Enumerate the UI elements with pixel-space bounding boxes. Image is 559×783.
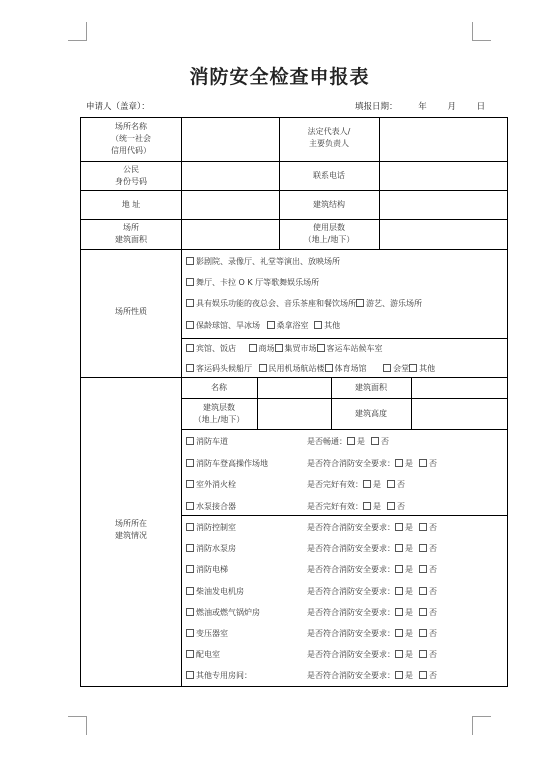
checkbox-icon[interactable]	[363, 480, 371, 488]
facility-item-label: 消防车道	[196, 437, 228, 446]
checkbox-icon[interactable]	[186, 344, 194, 352]
building-name-field[interactable]	[258, 378, 330, 397]
venue-area-field[interactable]	[182, 220, 278, 248]
checkbox-icon[interactable]	[186, 544, 194, 552]
checkbox-icon[interactable]	[395, 523, 403, 531]
facility-item[interactable]	[186, 564, 228, 575]
question-label: 是否符合消防安全要求：	[307, 458, 395, 468]
facility-item-label: 燃油或燃气锅炉房	[196, 607, 260, 617]
checkbox-icon[interactable]	[186, 523, 194, 531]
facility-item[interactable]	[186, 522, 236, 533]
row-divider	[81, 249, 507, 250]
question-label: 是否符合消防安全要求：	[307, 629, 395, 638]
question-label: 是否符合消防安全要求：	[307, 607, 395, 617]
form-table	[80, 117, 508, 687]
facility-item-label: 柴油发电机房	[196, 586, 244, 596]
checkbox-icon[interactable]	[395, 608, 403, 616]
facility-item-label: 消防电梯	[196, 565, 228, 575]
checkbox-icon[interactable]	[186, 480, 194, 488]
nature-option-row: 保龄球馆、旱冰场 桑拿浴室 其他	[186, 320, 340, 331]
checkbox-icon[interactable]	[395, 459, 403, 467]
phone-field[interactable]	[380, 162, 506, 189]
question-label: 是否符合消防安全要求：	[307, 650, 395, 660]
compliance-question	[307, 607, 437, 618]
question-label: 是否完好有效：	[307, 501, 363, 511]
compliance-question	[307, 436, 389, 447]
question-label: 是否符合消防安全要求：	[307, 565, 395, 575]
checkbox-icon[interactable]	[186, 587, 194, 595]
yes-label: 是	[405, 671, 413, 681]
legal-rep-field[interactable]	[380, 119, 506, 160]
fill-date	[355, 100, 485, 112]
crop-mark-top-right	[472, 22, 491, 41]
building-height-field[interactable]	[412, 399, 506, 428]
checkbox-icon[interactable]	[395, 544, 403, 552]
compliance-question	[307, 458, 437, 469]
nature-option-row: 宾馆、饭店 商场 集贸市场 客运车站候车室	[186, 343, 383, 354]
checkbox-icon[interactable]	[395, 565, 403, 573]
yes-label: 是	[405, 565, 413, 575]
yes-label: 是	[405, 629, 413, 638]
checkbox-icon[interactable]	[395, 671, 403, 679]
no-label: 否	[397, 480, 405, 489]
no-label: 否	[429, 650, 437, 660]
checkbox-icon[interactable]	[186, 437, 194, 445]
facility-item[interactable]	[186, 543, 236, 554]
yes-label: 是	[357, 437, 365, 446]
compliance-question	[307, 586, 437, 597]
yes-label: 是	[405, 650, 413, 660]
checkbox-icon[interactable]	[356, 299, 364, 307]
checkbox-icon[interactable]	[363, 502, 371, 510]
venue-name-label: 场所名称 （统一社会 信用代码）	[111, 122, 151, 155]
structure-field[interactable]	[380, 191, 506, 218]
building-height-label: 建筑高度	[355, 409, 387, 418]
facility-item-label: 消防水泵房	[196, 544, 236, 554]
no-label: 否	[429, 607, 437, 617]
question-label: 是否符合消防安全要求：	[307, 671, 395, 681]
building-divider	[181, 429, 507, 430]
venue-nature-label: 场所性质	[115, 307, 147, 316]
checkbox-icon[interactable]	[186, 364, 194, 372]
date-label: 填报日期：	[355, 102, 398, 112]
yes-label: 是	[373, 501, 381, 511]
nature-divider	[181, 338, 507, 339]
yes-label: 是	[405, 544, 413, 554]
form-title: 消防安全检查申报表	[189, 66, 370, 88]
year-label: 年	[418, 102, 427, 112]
phone-label: 联系电话	[313, 171, 345, 180]
checkbox-icon[interactable]	[186, 650, 194, 658]
checkbox-icon[interactable]	[387, 502, 395, 510]
building-name-label: 名称	[211, 383, 227, 392]
facility-item[interactable]	[186, 436, 228, 447]
checkbox-icon[interactable]	[371, 437, 379, 445]
building-divider	[181, 515, 507, 516]
day-label: 日	[476, 102, 486, 112]
floors-used-field[interactable]	[380, 220, 506, 248]
checkbox-icon[interactable]	[395, 629, 403, 637]
checkbox-icon[interactable]	[186, 565, 194, 573]
checkbox-icon[interactable]	[387, 480, 395, 488]
yes-label: 是	[373, 480, 381, 489]
question-label: 是否符合消防安全要求：	[307, 523, 395, 532]
nature-option[interactable]: 舞厅、卡拉 O K 厅等歌舞娱乐场所	[186, 277, 319, 288]
checkbox-icon[interactable]	[186, 459, 194, 467]
no-label: 否	[381, 437, 389, 446]
no-label: 否	[429, 586, 437, 596]
facility-item-label: 消防控制室	[196, 523, 236, 532]
month-label: 月	[447, 102, 456, 112]
compliance-question	[307, 543, 437, 554]
facility-item[interactable]	[186, 458, 268, 469]
checkbox-icon[interactable]	[347, 437, 355, 445]
checkbox-icon[interactable]	[395, 650, 403, 658]
facility-item[interactable]	[186, 479, 236, 490]
no-label: 否	[429, 458, 437, 468]
no-label: 否	[429, 565, 437, 575]
checkbox-icon[interactable]	[259, 364, 267, 372]
facility-item-label: 水泵接合器	[196, 501, 236, 511]
checkbox-icon[interactable]	[267, 321, 275, 329]
crop-mark-bottom-right	[472, 716, 491, 735]
checkbox-icon[interactable]	[249, 344, 257, 352]
checkbox-icon[interactable]	[186, 321, 194, 329]
checkbox-icon[interactable]	[419, 587, 427, 595]
building-area-label: 建筑面积	[355, 383, 387, 392]
compliance-question	[307, 564, 437, 575]
applicant-label: 申请人（盖章）：	[86, 102, 150, 112]
checkbox-icon[interactable]	[419, 544, 427, 552]
facility-item-label: 变压器室	[196, 629, 228, 638]
crop-mark-top-left	[68, 22, 87, 41]
facility-item[interactable]	[186, 670, 252, 681]
facility-item[interactable]	[186, 501, 236, 512]
checkbox-icon[interactable]	[419, 671, 427, 679]
checkbox-icon[interactable]	[186, 257, 194, 265]
facility-item[interactable]	[186, 649, 220, 660]
no-label: 否	[429, 544, 437, 554]
compliance-question	[307, 628, 437, 639]
floors-used-label: 使用层数 （地上/地下）	[303, 223, 355, 244]
no-label: 否	[429, 671, 437, 681]
checkbox-icon[interactable]	[419, 650, 427, 658]
venue-name-field[interactable]	[182, 119, 278, 160]
yes-label: 是	[405, 458, 413, 468]
checkbox-icon[interactable]	[419, 459, 427, 467]
checkbox-icon[interactable]	[314, 321, 322, 329]
yes-label: 是	[405, 586, 413, 596]
checkbox-icon[interactable]	[186, 299, 194, 307]
checkbox-icon[interactable]	[409, 364, 417, 372]
checkbox-icon[interactable]	[186, 278, 194, 286]
building-floors-field[interactable]	[258, 399, 330, 428]
crop-mark-bottom-left	[68, 716, 87, 735]
compliance-question	[307, 670, 437, 681]
address-field[interactable]	[182, 191, 278, 218]
facility-item[interactable]	[186, 607, 260, 618]
question-label: 是否畅通：	[307, 437, 347, 446]
legal-rep-label: 法定代表人/ 主要负责人	[307, 127, 351, 148]
nature-option-row: 客运码头候船厅 民用机场航站楼 体育场馆 会堂 其他	[186, 363, 435, 374]
facility-item-label: 配电室	[196, 650, 220, 660]
question-label: 是否完好有效：	[307, 480, 363, 489]
checkbox-icon[interactable]	[317, 344, 325, 352]
building-area-field[interactable]	[412, 378, 506, 397]
question-label: 是否符合消防安全要求：	[307, 544, 395, 554]
no-label: 否	[429, 523, 437, 532]
compliance-question	[307, 501, 405, 512]
id-number-label: 公民 身份号码	[115, 165, 147, 186]
compliance-question	[307, 522, 437, 533]
checkbox-icon[interactable]	[275, 344, 283, 352]
compliance-question	[307, 649, 437, 660]
nature-option-row: 具有娱乐功能的夜总会、音乐茶座和餐饮场所 游艺、游乐场所	[186, 298, 422, 309]
nature-option[interactable]: 影剧院、录像厅、礼堂等演出、放映场所	[186, 256, 340, 267]
checkbox-icon[interactable]	[186, 502, 194, 510]
facility-item-label: 室外消火栓	[196, 480, 236, 489]
id-number-field[interactable]	[182, 162, 278, 189]
building-info-label: 场所所在 建筑情况	[115, 519, 147, 540]
checkbox-icon[interactable]	[325, 364, 333, 372]
checkbox-icon[interactable]	[419, 608, 427, 616]
structure-label: 建筑结构	[313, 200, 345, 209]
facility-item[interactable]	[186, 628, 228, 639]
checkbox-icon[interactable]	[419, 565, 427, 573]
facility-item-label: 消防车登高操作场地	[196, 458, 268, 468]
checkbox-icon[interactable]	[186, 671, 194, 679]
checkbox-icon[interactable]	[419, 629, 427, 637]
facility-item[interactable]	[186, 586, 244, 597]
checkbox-icon[interactable]	[395, 587, 403, 595]
checkbox-icon[interactable]	[419, 523, 427, 531]
yes-label: 是	[405, 607, 413, 617]
no-label: 否	[429, 629, 437, 638]
venue-area-label: 场所 建筑面积	[115, 223, 147, 244]
checkbox-icon[interactable]	[383, 364, 391, 372]
question-label: 是否符合消防安全要求：	[307, 586, 395, 596]
yes-label: 是	[405, 523, 413, 532]
facility-item-label: 其他专用房间：	[196, 671, 252, 681]
building-floors-label: 建筑层数 （地上/地下）	[193, 403, 245, 424]
checkbox-icon[interactable]	[186, 629, 194, 637]
checkbox-icon[interactable]	[186, 608, 194, 616]
address-label: 地 址	[121, 200, 141, 209]
compliance-question	[307, 479, 405, 490]
no-label: 否	[397, 501, 405, 511]
